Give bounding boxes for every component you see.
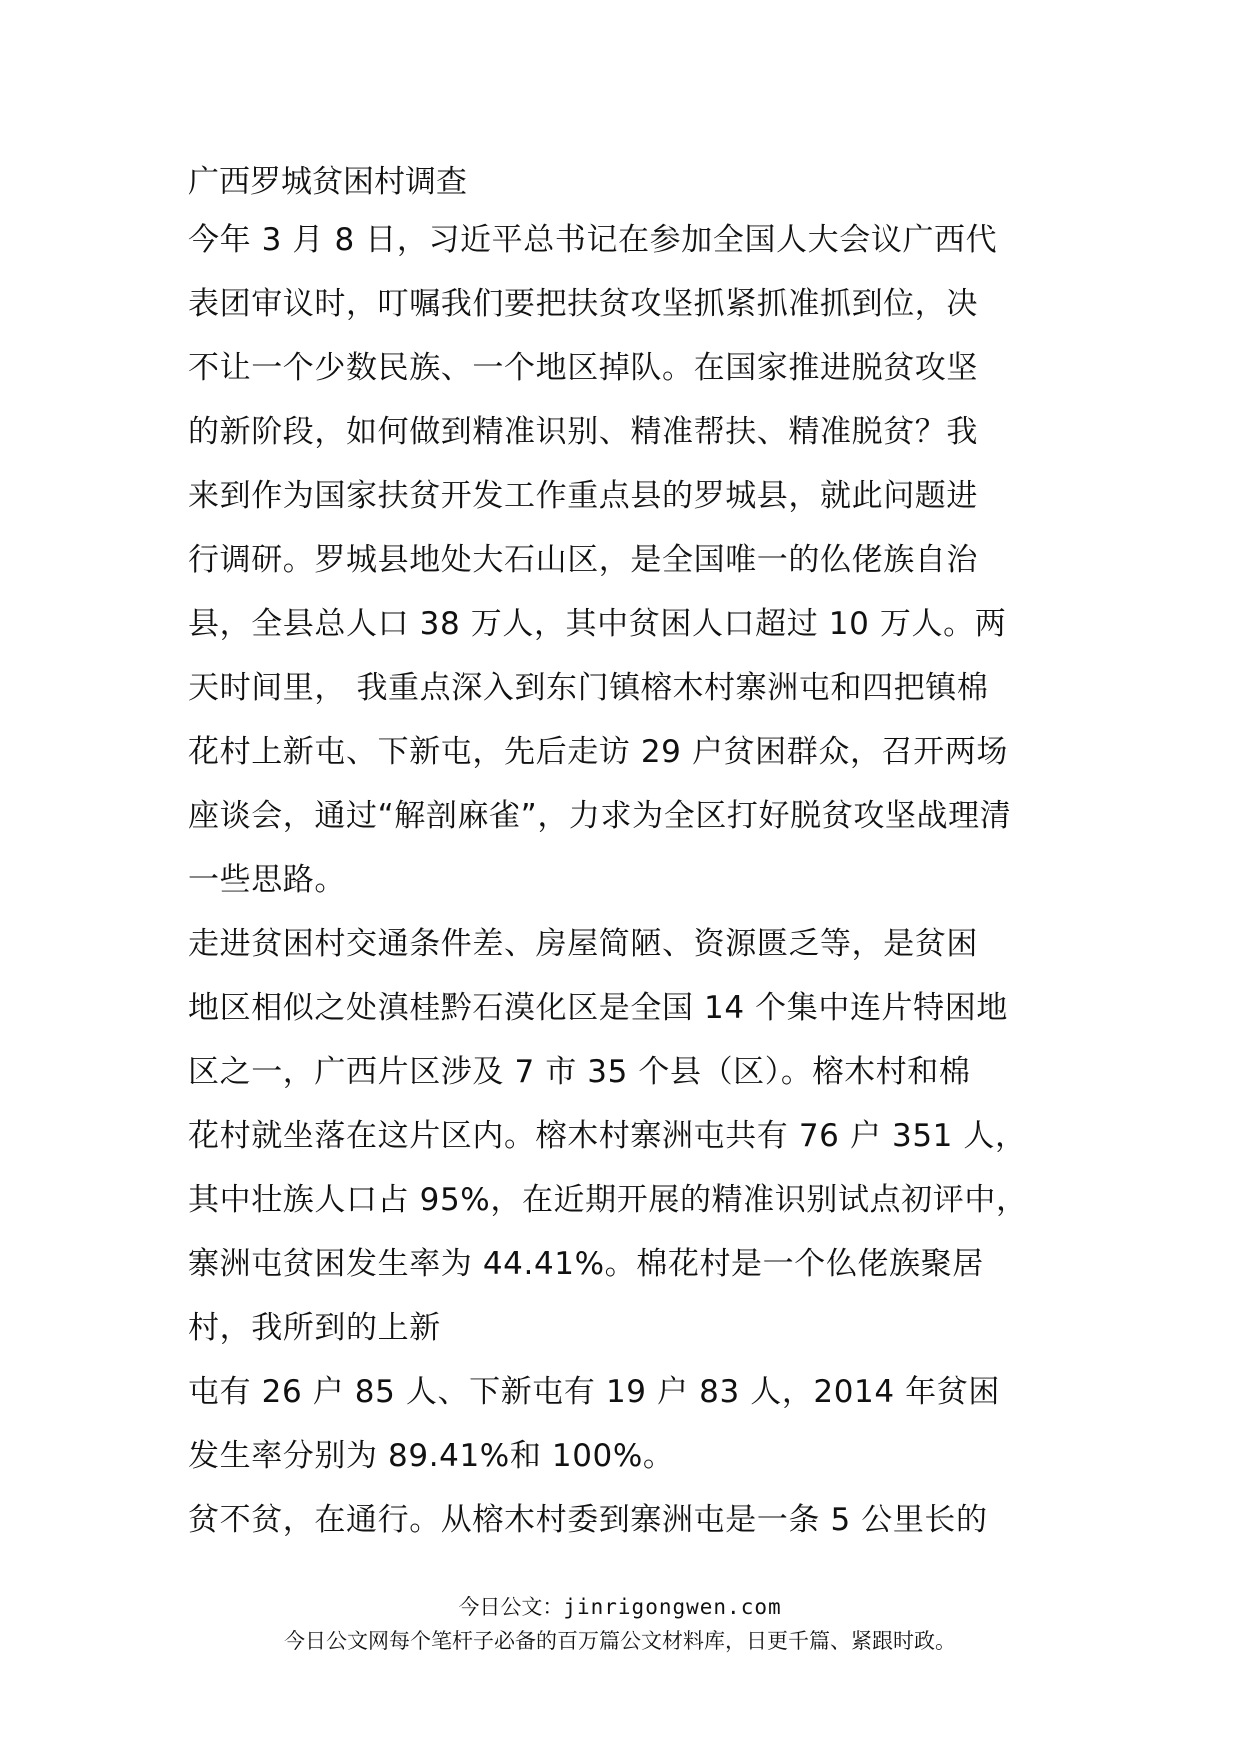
paragraph-4 (188, 1488, 1088, 1552)
document-body (188, 160, 1088, 1552)
text-line: 村，我所到的上新 (188, 1310, 441, 1346)
text-line: 座谈会，通过“解剖麻雀”，力求为全区打好脱贫攻坚战理清 (188, 798, 1012, 834)
paragraph-2 (188, 912, 1088, 1360)
footer-url-link[interactable]: jinrigongwen.com (563, 1595, 782, 1619)
document-title: 广西罗城贫困村调查 (188, 164, 467, 200)
footer-tagline: 今日公文网每个笔杆子必备的百万篇公文材料库，日更千篇、紧跟时政。 (284, 1629, 956, 1653)
text-line: 行调研。罗城县地处大石山区，是全国唯一的仫佬族自治 (188, 542, 978, 578)
footer-source (0, 1592, 1240, 1622)
text-line: 来到作为国家扶贫开发工作重点县的罗城县，就此问题进 (188, 478, 978, 514)
text-line: 一些思路。 (188, 862, 346, 898)
text-line: 县，全县总人口 38 万人，其中贫困人口超过 10 万人。两 (188, 606, 1007, 642)
text-line: 区之一，广西片区涉及 7 市 35 个县（区）。榕木村和棉 (188, 1054, 971, 1090)
paragraph-3 (188, 1360, 1088, 1488)
text-line: 花村就坐落在这片区内。榕木村寨洲屯共有 76 户 351 人， (188, 1118, 1027, 1154)
paragraph-1 (188, 208, 1088, 912)
text-line: 走进贫困村交通条件差、房屋简陋、资源匮乏等，是贫困 (188, 926, 978, 962)
footer-label: 今日公文： (458, 1595, 564, 1619)
text-line: 发生率分别为 89.41%和 100%。 (188, 1438, 675, 1474)
text-line: 天时间里， 我重点深入到东门镇榕木村寨洲屯和四把镇棉 (188, 670, 989, 706)
text-line: 地区相似之处滇桂黔石漠化区是全国 14 个集中连片特困地 (188, 990, 1008, 1026)
text-line: 不让一个少数民族、一个地区掉队。在国家推进脱贫攻坚 (188, 350, 978, 386)
text-line: 其中壮族人口占 95%，在近期开展的精准识别试点初评中， (188, 1182, 1028, 1218)
text-line: 花村上新屯、下新屯，先后走访 29 户贫困群众，召开两场 (188, 734, 1008, 770)
text-line: 的新阶段，如何做到精准识别、精准帮扶、精准脱贫？我 (188, 414, 978, 450)
text-line: 表团审议时，叮嘱我们要把扶贫攻坚抓紧抓准抓到位，决 (188, 286, 978, 322)
text-line: 今年 3 月 8 日，习近平总书记在参加全国人大会议广西代 (188, 222, 998, 258)
text-line: 贫不贫，在通行。从榕木村委到寨洲屯是一条 5 公里长的 (188, 1502, 988, 1538)
text-line: 屯有 26 户 85 人、下新屯有 19 户 83 人，2014 年贫困 (188, 1374, 1000, 1410)
text-line: 寨洲屯贫困发生率为 44.41%。棉花村是一个仫佬族聚居 (188, 1246, 984, 1282)
